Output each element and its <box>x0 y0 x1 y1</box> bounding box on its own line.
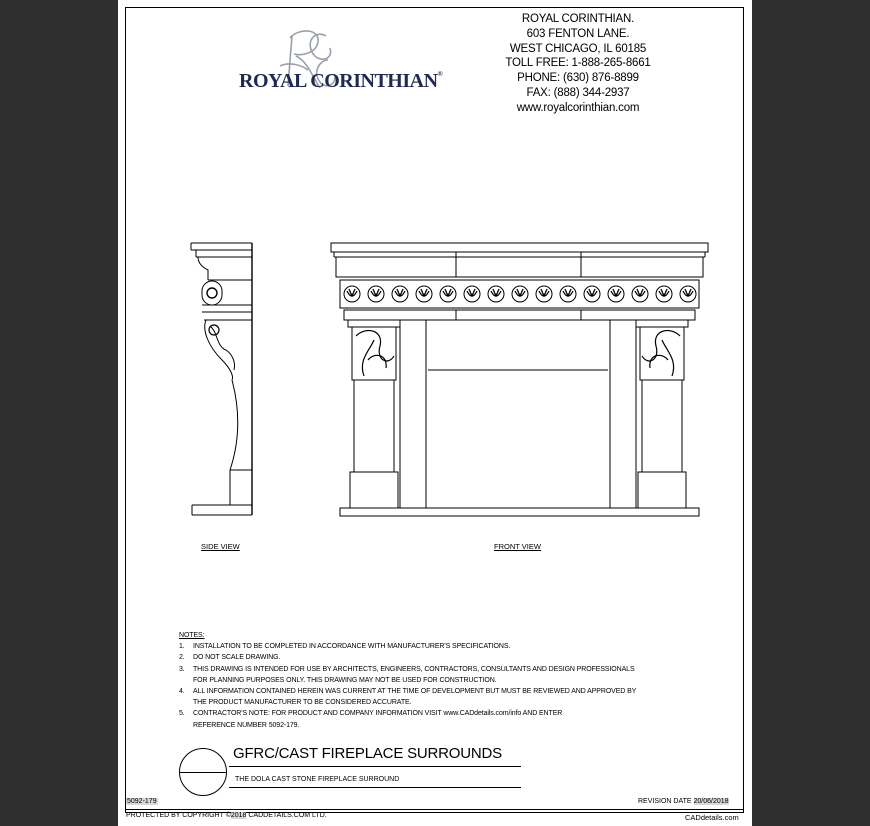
note-number: 1. <box>179 643 185 651</box>
rosette-icon <box>488 286 504 302</box>
rosette-icon <box>368 286 384 302</box>
note-item <box>179 652 739 663</box>
rosette-icon <box>512 286 528 302</box>
note-number: 5. <box>179 710 185 718</box>
rosette-icon <box>632 286 648 302</box>
notes-section <box>179 630 739 731</box>
note-item <box>179 641 739 652</box>
rosette-leaf-icon <box>467 289 477 296</box>
rosette-icon <box>464 286 480 302</box>
note-line: DO NOT SCALE DRAWING. <box>193 654 281 662</box>
rosette-leaf-icon <box>635 289 645 296</box>
rosette-icon <box>416 286 432 302</box>
note-number: 4. <box>179 688 185 696</box>
rosette-frieze <box>344 286 696 302</box>
rosette-icon <box>560 286 576 302</box>
rosette-leaf-icon <box>347 289 357 296</box>
rosette-leaf-icon <box>659 289 669 296</box>
address-line: WEST CHICAGO, IL 60185 <box>509 42 647 55</box>
rosette-leaf-icon <box>683 289 693 296</box>
copyright-year: 2018 <box>230 812 247 819</box>
rosette-icon <box>536 286 552 302</box>
rosette-icon <box>440 286 456 302</box>
side-view-label: SIDE VIEW <box>201 542 240 551</box>
logo-wordmark: ROYAL CORINTHIAN <box>239 70 438 92</box>
reference-code: 5092-179 <box>127 798 157 805</box>
rosette-icon <box>344 286 360 302</box>
revision-info <box>638 798 729 805</box>
copyright-suffix: CADDETAILS.COM LTD. <box>246 812 327 819</box>
title-rule <box>229 766 521 767</box>
revision-label: REVISION DATE <box>638 798 694 805</box>
fireplace-drawing <box>118 0 752 560</box>
rosette-icon <box>584 286 600 302</box>
viewer-left-margin <box>0 0 118 826</box>
note-item <box>179 708 739 730</box>
rosette-leaf-icon <box>419 289 429 296</box>
note-item <box>179 686 739 708</box>
note-line: INSTALLATION TO BE COMPLETED IN ACCORDANCE WITH MANUFACTURER'S SPECIFICATIONS. <box>193 643 511 651</box>
note-line: ALL INFORMATION CONTAINED HEREIN WAS CURRENT AT THE TIME OF DEVELOPMENT BUT MUST BE REVIEWED AND APPROVED BY <box>193 688 637 696</box>
registered-mark: ® <box>437 70 443 78</box>
address-line: TOLL FREE: 1-888-265-8661 <box>505 57 651 70</box>
drawing-title: GFRC/CAST FIREPLACE SURROUNDS <box>233 745 502 762</box>
subtitle-rule <box>229 787 521 788</box>
rosette-icon <box>656 286 672 302</box>
copyright-prefix: PROTECTED BY COPYRIGHT © <box>126 812 231 819</box>
notes-title: NOTES: <box>179 632 205 639</box>
address-line: ROYAL CORINTHIAN. <box>521 13 635 25</box>
title-symbol-bar <box>179 772 227 773</box>
rosette-leaf-icon <box>443 289 453 296</box>
rosette-leaf-icon <box>491 289 501 296</box>
rosette-icon <box>608 286 624 302</box>
side-view-drawing <box>191 243 252 515</box>
note-line: REFERENCE NUMBER 5092-179. <box>193 721 300 729</box>
revision-date: 20/06/2018 <box>693 798 729 805</box>
front-view-label: FRONT VIEW <box>494 542 541 551</box>
note-number: 3. <box>179 665 185 673</box>
drawing-sheet <box>118 0 752 826</box>
front-view-drawing <box>331 243 708 516</box>
note-line: THIS DRAWING IS INTENDED FOR USE BY ARCHITECTS, ENGINEERS, CONTRACTORS, CONSULTANTS AND DESIGN PROFESSIONALS <box>193 665 635 673</box>
drawing-subtitle: THE DOLA CAST STONE FIREPLACE SURROUND <box>235 776 400 783</box>
cad-details-brand: CADdetails.com <box>685 813 739 822</box>
address-line: FAX: (888) 344-2937 <box>526 86 630 99</box>
viewer-right-margin <box>752 0 870 826</box>
note-line: CONTRACTOR'S NOTE: FOR PRODUCT AND COMPANY INFORMATION VISIT www.CADdetails.com/info AND ENTER <box>193 710 563 718</box>
copyright-notice <box>126 812 327 819</box>
note-line: THE PRODUCT MANUFACTURER TO BE CONSIDERED ACCURATE. <box>193 699 412 707</box>
rosette-leaf-icon <box>539 289 549 296</box>
rosette-icon <box>680 286 696 302</box>
address-line: PHONE: (630) 876-8899 <box>517 72 639 85</box>
note-line: FOR PLANNING PURPOSES ONLY. THIS DRAWING MAY NOT BE USED FOR CONSTRUCTION. <box>193 676 497 684</box>
address-line: 603 FENTON LANE. <box>526 27 630 40</box>
rosette-leaf-icon <box>371 289 381 296</box>
rosette-leaf-icon <box>395 289 405 296</box>
rosette-leaf-icon <box>563 289 573 296</box>
rosette-leaf-icon <box>515 289 525 296</box>
rosette-leaf-icon <box>611 289 621 296</box>
note-number: 2. <box>179 654 185 662</box>
rosette-icon <box>392 286 408 302</box>
note-item <box>179 664 739 686</box>
footer-rule <box>125 809 744 810</box>
address-line: www.royalcorinthian.com <box>516 101 640 114</box>
rosette-leaf-icon <box>587 289 597 296</box>
